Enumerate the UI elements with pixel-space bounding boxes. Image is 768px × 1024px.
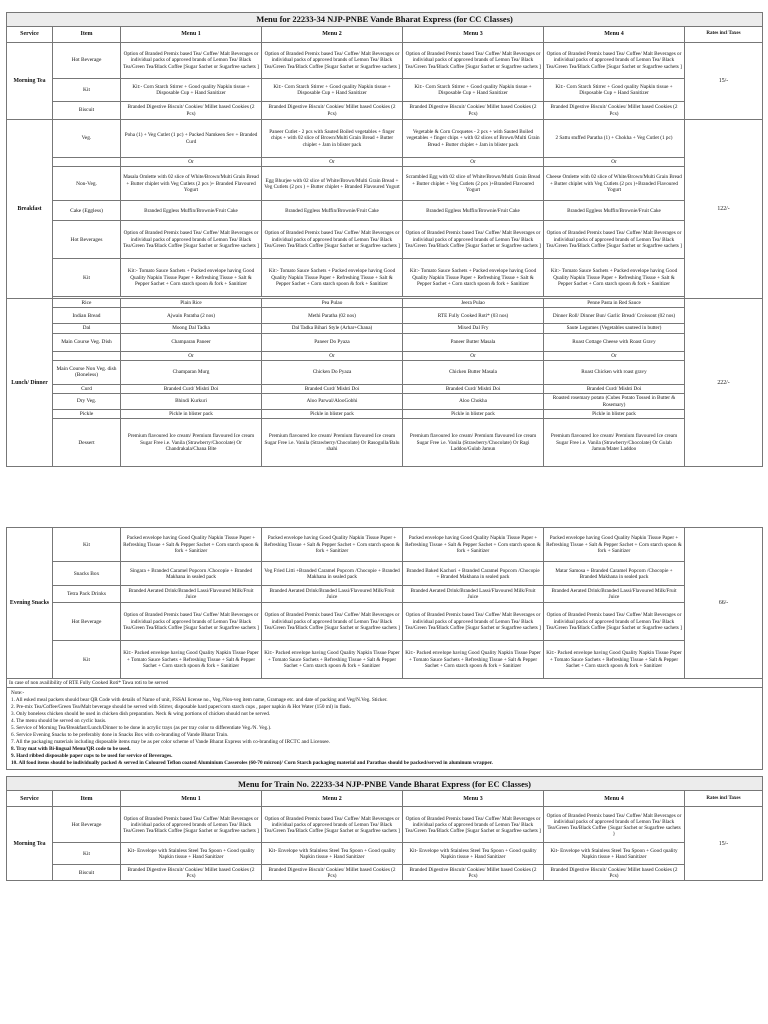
header-menu-2: Menu 2 <box>262 791 403 807</box>
note-line: 3. Only boneless chicken should be used in chicken dish preparation. Neck & wing portions of chicken should not be served. <box>11 711 271 718</box>
rate-morning-tea: 15/- <box>685 43 763 120</box>
menu-cell: Packed envelope having Good Quality Napkin Tissue Paper + Refreshing Tissue + Salt & Pepper Sachet + Corn starch spoon & fork + Sanitizer <box>403 528 544 562</box>
menu-cell: Branded Curd/ Mishti Doi <box>262 384 403 393</box>
menu-cell: Option of Branded Premix based Tea/ Coffee/ Malt Beverages or individual packs of approved brands of Lemon Tea/ Black Tea/Green Tea/Black Coffee [Sugar Sachet or Sugarfree sachets ] <box>121 221 262 259</box>
menu-cell: Matar Samosa + Branded Caramel Popcorn /Chocopie + Branded Makhana in sealed pack <box>544 562 685 586</box>
menu-cell: Methi Paratha (02 nos) <box>262 308 403 324</box>
item-label: Hot Beverages <box>53 221 121 259</box>
menu-cell: Roasted rosemary potato (Cubes Potato Tossed in Butter & Rosemary) <box>544 394 685 410</box>
cc-title: Menu for 22233-34 NJP-PNBE Vande Bharat Express (for CC Classes) <box>7 13 763 27</box>
menu-cell: Roast Cottage Cheese with Roast Gravy <box>544 333 685 351</box>
page-gap <box>7 467 763 528</box>
menu-cell: Premium flavoured Ice cream/ Premium flavoured Ice cream Sugar Free i.e. Vanila (Strawberry/Chocolate) Or Gulab Jamun/Mater Laddoo <box>544 419 685 467</box>
menu-cell: Branded Curd/ Mishti Doi <box>544 384 685 393</box>
menu-cell: Option of Branded Premix based Tea/ Coffee/ Malt Beverages or individual packs of approved brands of Lemon Tea/ Black Tea/Green Tea/Black Coffee {Sugar Sachet or Sugarfree sachets } <box>544 807 685 843</box>
menu-cell: Branded Digestive Biscuit/ Cookies/ Millet based Cookies (2 Pcs) <box>262 102 403 120</box>
or-cell: Or <box>121 158 262 167</box>
item-label: Tetra Pack Drinks <box>53 586 121 603</box>
menu-cell: Veg Fried Litti +Branded Caramel Popcorn /Chocopie + Branded Makhana in sealed pack <box>262 562 403 586</box>
menu-cell: Paneer Do Pyaza <box>262 333 403 351</box>
menu-cell: Branded Digestive Biscuit/ Cookies/ Millet based Cookies (2 Pcs) <box>121 865 262 881</box>
menu-cell: Singara + Branded Caramel Popcorn /Chocopie + Branded Makhana in sealed pack <box>121 562 262 586</box>
menu-cell: Pickle in blister pack <box>403 410 544 419</box>
rate-lunch-dinner: 222/- <box>685 299 763 467</box>
note-line: 4. The menu should be served on cyclic basis. <box>11 718 107 725</box>
header-menu-3: Menu 3 <box>403 27 544 43</box>
item-label: Dal <box>53 324 121 333</box>
menu-cell: Option of Branded Premix based Tea/ Coffee/ Malt Beverages or individual packs of approved brands of Lemon Tea/ Black Tea/Green Tea/Black Coffee [Sugar Sachet or Sugarfree sachets ] <box>262 807 403 843</box>
rate-morning-tea: 15/- <box>685 807 763 881</box>
service-breakfast: Breakfast <box>7 120 53 299</box>
item-label: Kit <box>53 259 121 297</box>
note-line: 2. Pre-mix Tea/Coffee/Green Tea/Malt beverage should be served with Stirrer, disposable hard paper/corn starch cups , paper napkin & Hot Water (150 ml) in flask. <box>11 704 351 711</box>
header-menu-3: Menu 3 <box>403 791 544 807</box>
menu-cell: Option of Branded Premix based Tea/ Coffee/ Malt Beverages or individual packs of approved brands of Lemon Tea/ Black Tea/Green Tea/Black Coffee [Sugar Sachet or Sugarfree sachets ] <box>121 807 262 843</box>
menu-cell: Plain Rice <box>121 299 262 308</box>
header-menu-4: Menu 4 <box>544 27 685 43</box>
menu-cell: Option of Branded Premix based Tea/ Coffee/ Malt Beverages or individual packs of approved brands of Lemon Tea/ Black Tea/Green Tea/Black Coffee [Sugar Sachet or Sugarfree sachets ] <box>544 43 685 79</box>
menu-cell: Kit:- Packed envelope having Good Quality Napkin Tissue Paper + Tomato Sauce Sachets + Refreshing Tissue + Salt & Pepper Sachet + Corn starch spoon & fork + Sanitizer <box>262 641 403 679</box>
menu-cell: Dinner Roll/ Dinner Bun/ Garlic Bread/ Croissont (02 nos) <box>544 308 685 324</box>
menu-cell: Kit- Envelope with Stainless Steel Tea Spoon + Good quality Napkin tissue + Hand Sanitizer <box>262 843 403 865</box>
header-rate: Rates incl Taxes <box>685 791 763 807</box>
header-service: Service <box>7 27 53 43</box>
menu-cell: Kit:- Tomato Sauce Sachets + Packed envelope having Good Quality Napkin Tissue Paper + Refreshing Tissue + Salt & Pepper Sachet + Corn starch spoon & fork + Sanitizer <box>544 259 685 297</box>
menu-cell: Kit:- Packed envelope having Good Quality Napkin Tissue Paper + Tomato Sauce Sachets + Refreshing Tissue + Salt & Pepper Sachet + Corn starch spoon & fork + Sanitizer <box>403 641 544 679</box>
menu-cell: Premium flavoured Ice cream/ Premium flavoured Ice cream Sugar Free i.e. Vanila (Strawberry/Chocolate) Or Rasogulla/Balu shahi <box>262 419 403 467</box>
item-label: Veg. <box>53 120 121 158</box>
menu-cell: Branded Digestive Biscuit/ Cookies/ Millet based Cookies (2 Pcs) <box>121 102 262 120</box>
menu-cell: Penne Pasta in Red Sauce <box>544 299 685 308</box>
service-morning-tea: Morning Tea <box>7 43 53 120</box>
menu-cell: Branded Eggless Muffin/Brownie/Fruit Cake <box>121 201 262 221</box>
menu-cell: Jeera Pulao <box>403 299 544 308</box>
menu-cell: Egg Bhurjee with 02 slice of White/Brown/Multi Grain Bread + Veg Cutlets (2 pcs ) + Butter chiplet + Branded Flavoured Yogurt <box>262 167 403 201</box>
menu-cell: Premium flavoured Ice cream/ Premium flavoured Ice cream Sugar Free i.e. Vanila (Strawberry/Chocolate) Or Chandrakala/Chana Bite <box>121 419 262 467</box>
menu-cell: Kit:- Packed envelope having Good Quality Napkin Tissue Paper + Tomato Sauce Sachets + Refreshing Tissue + Salt & Pepper Sachet + Corn starch spoon & fork + Sanitizer <box>121 641 262 679</box>
cc-menu-table <box>6 12 763 770</box>
item-label: Rice <box>53 299 121 308</box>
menu-cell: Option of Branded Premix based Tea/ Coffee/ Malt Beverages or individual packs of approved brands of Lemon Tea/ Black Tea/Green Tea/Black Coffee [Sugar Sachet or Sugarfree sachets ] <box>544 603 685 641</box>
menu-cell: Branded Digestive Biscuit/ Cookies/ Millet based Cookies (2 Pcs) <box>544 865 685 881</box>
notes-block <box>7 688 763 770</box>
menu-cell: Branded Eggless Muffin/Brownie/Fruit Cake <box>544 201 685 221</box>
item-label: Indian Bread <box>53 308 121 324</box>
note-line: 9. Hard ribbed disposable paper cups to be used for service of Beverages. <box>11 753 173 760</box>
menu-cell: Branded Curd/ Mishti Doi <box>403 384 544 393</box>
menu-cell: Premium flavoured Ice cream/ Premium flavoured Ice cream Sugar Free i.e. Vanila (Strawberry/Chocolate) Or Ragi Laddoo/Gulab Jamun <box>403 419 544 467</box>
menu-cell: Chicken Butter Masala <box>403 360 544 384</box>
menu-cell: Kit- Envelope with Stainless Steel Tea Spoon + Good quality Napkin tissue + Hand Sanitizer <box>403 843 544 865</box>
menu-cell: Branded Aerated Drink/Branded Lassi/Flavoured Milk/Fruit Juice <box>262 586 403 603</box>
menu-cell: Branded Digestive Biscuit/ Cookies/ Millet based Cookies (2 Pcs) <box>403 102 544 120</box>
service-evening-snacks: Evening Snacks <box>7 528 53 679</box>
item-label: Hot Beverage <box>53 43 121 79</box>
menu-cell: Poha (1) + Veg Cutlet (1 pc) + Packed Namkeen Sev + Branded Curd <box>121 120 262 158</box>
menu-cell: Aloo Chokha <box>403 394 544 410</box>
menu-cell: Branded Digestive Biscuit/ Cookies/ Millet based Cookies (2 Pcs) <box>544 102 685 120</box>
item-label: Dessert <box>53 419 121 467</box>
menu-cell: Pea Pulao <box>262 299 403 308</box>
header-item: Item <box>53 27 121 43</box>
header-menu-1: Menu 1 <box>121 27 262 43</box>
or-cell: Or <box>262 158 403 167</box>
item-label: Hot Beverage <box>53 603 121 641</box>
menu-cell: Chicken Do Pyaza <box>262 360 403 384</box>
item-label: Kit <box>53 528 121 562</box>
or-cell: Or <box>121 351 262 360</box>
menu-cell: Packed envelope having Good Quality Napkin Tissue Paper + Refreshing Tissue + Salt & Pepper Sachet + Corn starch spoon & fork + Sanitizer <box>121 528 262 562</box>
menu-cell: Bhindi Kurkuri <box>121 394 262 410</box>
service-morning-tea: Morning Tea <box>7 807 53 881</box>
menu-cell: Branded Baked Kachori + Branded Caramel Popcorn /Chocopie + Branded Makhana in sealed pack <box>403 562 544 586</box>
menu-cell: Kit:- Corn Starch Stirrer + Good quality Napkin tissue + Disposable Cup + Hand Sanitizer <box>262 79 403 102</box>
or-cell: Or <box>403 351 544 360</box>
menu-cell: Cheese Omlette with 02 slice of White/Brown/Multi Grain Bread + Butter chiplet with Veg Cutlets (2 pcs )+Branded Flavoured Yogurt <box>544 167 685 201</box>
item-label: Kit <box>53 641 121 679</box>
menu-cell: Kit- Envelope with Stainless Steel Tea Spoon + Good quality Napkin tissue + Hand Sanitizer <box>544 843 685 865</box>
menu-cell: Aloo Parwal/AlooGobhi <box>262 394 403 410</box>
or-cell: Or <box>544 351 685 360</box>
menu-cell: Pickle in blister pack <box>121 410 262 419</box>
item-label: Kit <box>53 843 121 865</box>
menu-cell: Option of Branded Premix based Tea/ Coffee/ Malt Beverages or individual packs of approved brands of Lemon Tea/ Black Tea/Green Tea/Black Coffee [Sugar Sachet or Sugarfree sachets ] <box>403 221 544 259</box>
item-label: Non-Veg. <box>53 167 121 201</box>
menu-cell: Kit:- Tomato Sauce Sachets + Packed envelope having Good Quality Napkin Tissue Paper + Refreshing Tissue + Salt & Pepper Sachet + Corn starch spoon & fork + Sanitizer <box>403 259 544 297</box>
menu-cell: Branded Digestive Biscuit/ Cookies/ Millet based Cookies (2 Pcs) <box>262 865 403 881</box>
menu-cell: Option of Branded Premix based Tea/ Coffee/ Malt Beverages or individual packs of approved brands of Lemon Tea/ Black Tea/Green Tea/Black Coffee [Sugar Sachet or Sugarfree sachets ] <box>121 43 262 79</box>
rate-evening-snacks: 66/- <box>685 528 763 679</box>
menu-cell: Paneer Butter Masala <box>403 333 544 351</box>
menu-cell: Roast Chicken with roast gravy <box>544 360 685 384</box>
service-lunch-dinner: Lunch/ Dinner <box>7 299 53 467</box>
menu-cell: Option of Branded Premix based Tea/ Coffee/ Malt Beverages or individual packs of approved brands of Lemon Tea/ Black Tea/Green Tea/Black Coffee [Sugar Sachet or Sugarfree sachets ] <box>121 603 262 641</box>
menu-cell: Kit:- Tomato Sauce Sachets + Packed envelope having Good Quality Napkin Tissue Paper + Refreshing Tissue + Salt & Pepper Sachet + Corn starch spoon & fork + Sanitizer <box>262 259 403 297</box>
or-cell: Or <box>544 158 685 167</box>
menu-cell: Vegetable & Corn Croquetes - 2 pcs + with Sauted Boiled vegetables + finger chips + with 02 slices of Brown/Multi Grain Bread + Butter chiplet + Jam in blister pack <box>403 120 544 158</box>
note-line: 10. All food items should be individually packed & served in Coloured Teflon coated Aluminium Casseroles (60-70 micron)/ Corn Starch packaging material and Parathas should be packed/served in aluminum wrapper. <box>11 760 493 767</box>
menu-cell: Option of Branded Premix based Tea/ Coffee/ Malt Beverages or individual packs of approved brands of Lemon Tea/ Black Tea/Green Tea/Black Coffee [Sugar Sachet or Sugarfree sachets ] <box>403 807 544 843</box>
item-label: Kit <box>53 79 121 102</box>
menu-cell: 2 Sattu stuffed Paratha (1) + Chokha + Veg Cutlet (1 pc) <box>544 120 685 158</box>
menu-cell: Option of Branded Premix based Tea/ Coffee/ Malt Beverages or individual packs of approved brands of Lemon Tea/ Black Tea/Green Tea/Black Coffee [Sugar Sachet or Sugarfree sachets ] <box>262 603 403 641</box>
ec-title: Menu for Train No. 22233-34 NJP-PNBE Vande Bharat Express (for EC Classes) <box>7 777 763 791</box>
item-label: Curd <box>53 384 121 393</box>
menu-cell: Ajwain Paratha (2 nos) <box>121 308 262 324</box>
menu-cell: Kit:- Corn Starch Stirrer + Good quality Napkin tissue + Disposable Cup + Hand Sanitizer <box>121 79 262 102</box>
item-label: Pickle <box>53 410 121 419</box>
menu-cell: Option of Branded Premix based Tea/ Coffee/ Malt Beverages or individual packs of approved brands of Lemon Tea/ Black Tea/Green Tea/Black Coffee [Sugar Sachet or Sugarfree sachets ] <box>403 603 544 641</box>
header-menu-2: Menu 2 <box>262 27 403 43</box>
menu-cell: Pickle in blister pack <box>262 410 403 419</box>
menu-cell: Option of Branded Premix based Tea/ Coffee/ Malt Beverages or individual packs of approved brands of Lemon Tea/ Black Tea/Green Tea/Black Coffee [Sugar Sachet or Sugarfree sachets ] <box>262 43 403 79</box>
header-service: Service <box>7 791 53 807</box>
menu-cell: Masala Omlette with 02 slice of White/Brown/Multi Grain Bread + Butter chiplet with Veg Cutlets (2 pcs )+ Branded Flavoured Yogurt <box>121 167 262 201</box>
or-cell: Or <box>262 351 403 360</box>
note-line: Note:- <box>11 690 25 697</box>
item-label: Snacks Box <box>53 562 121 586</box>
menu-cell: Kit:- Corn Starch Stirrer + Good quality Napkin tissue + Disposable Cup + Hand Sanitizer <box>403 79 544 102</box>
menu-cell: Branded Eggless Muffin/Brownie/Fruit Cake <box>403 201 544 221</box>
item-label <box>53 351 121 360</box>
rate-breakfast: 122/- <box>685 120 763 299</box>
note-line: 7. All the packaging materials including disposable items may be as per color scheme of Vande Bharat Express with co-branding of IRCTC and Licensee. <box>11 739 330 746</box>
menu-cell: Kit:- Tomato Sauce Sachets + Packed envelope having Good Quality Napkin Tissue Paper + Refreshing Tissue + Salt & Pepper Sachet + Corn starch spoon & fork + Sanitizer <box>121 259 262 297</box>
menu-cell: Branded Curd/ Mishti Doi <box>121 384 262 393</box>
menu-cell: Kit- Envelope with Stainless Steel Tea Spoon + Good quality Napkin tissue + Hand Sanitizer <box>121 843 262 865</box>
item-label: Cake (Eggless) <box>53 201 121 221</box>
header-item: Item <box>53 791 121 807</box>
menu-cell: Saute Legumes (Vegetables sauteed in butter) <box>544 324 685 333</box>
ec-menu-table <box>6 776 763 881</box>
or-cell: Or <box>403 158 544 167</box>
header-menu-4: Menu 4 <box>544 791 685 807</box>
header-menu-1: Menu 1 <box>121 791 262 807</box>
note-line: 8. Tray mat with Bi-lingual Menu/QR code to be used. <box>11 746 131 753</box>
menu-cell: Kit:- Corn Starch Stirrer + Good quality Napkin tissue + Disposable Cup + Hand Sanitizer <box>544 79 685 102</box>
notes-list <box>11 690 758 767</box>
item-label: Main Course Non Veg. dish (Boneless) <box>53 360 121 384</box>
note-line: 6. Service Evening Snacks to be preferably done in Snacks Box with co-branding of Vande Bharat Train. <box>11 732 229 739</box>
menu-cell: Paneer Cutlet - 2 pcs with Sauted Boiled vegetables + finger chips + with 02 slice of Brown/Multi Grain Bread + Butter chiplet + Jam in blister pack <box>262 120 403 158</box>
footnote: In case of non availibility of RTE Fully Cooked Roti* Tawa roti to be served <box>7 679 763 688</box>
menu-cell: Kit:- Packed envelope having Good Quality Napkin Tissue Paper + Tomato Sauce Sachets + Refreshing Tissue + Salt & Pepper Sachet + Corn starch spoon & fork + Sanitizer <box>544 641 685 679</box>
item-label: Main Course Veg. Dish <box>53 333 121 351</box>
menu-cell: Champaran Murg <box>121 360 262 384</box>
item-label: Hot Beverage <box>53 807 121 843</box>
item-label: Dry Veg. <box>53 394 121 410</box>
item-label: Biscuit <box>53 102 121 120</box>
note-line: 5. Service of Morning Tea/Breakfast/Lunch/Dinner to be done in acrylic trays (as per tray color to differentiate Veg./N. Veg.). <box>11 725 272 732</box>
menu-cell: RTE Fully Cooked Roti* (03 nos) <box>403 308 544 324</box>
menu-cell: Scrambled Egg with 02 slice of White/Brown/Multi Grain Bread + Butter chiplet + Veg Cutlets (2 pcs )+Branded Flavoured Yogurt <box>403 167 544 201</box>
menu-cell: Mixed Dal Fry <box>403 324 544 333</box>
menu-cell: Branded Digestive Biscuit/ Cookies/ Millet based Cookies (2 Pcs) <box>403 865 544 881</box>
menu-cell: Option of Branded Premix based Tea/ Coffee/ Malt Beverages or individual packs of approved brands of Lemon Tea/ Black Tea/Green Tea/Black Coffee [Sugar Sachet or Sugarfree sachets ] <box>262 221 403 259</box>
menu-cell: Dal Tadka Bihari Style (Arhar+Chana) <box>262 324 403 333</box>
menu-cell: Champaran Paneer <box>121 333 262 351</box>
menu-document <box>6 12 762 881</box>
menu-cell: Option of Branded Premix based Tea/ Coffee/ Malt Beverages or individual packs of approved brands of Lemon Tea/ Black Tea/Green Tea/Black Coffee [Sugar Sachet or Sugarfree sachets ] <box>544 221 685 259</box>
menu-cell: Moong Dal Tadka <box>121 324 262 333</box>
menu-cell: Packed envelope having Good Quality Napkin Tissue Paper + Refreshing Tissue + Salt & Pepper Sachet + Corn starch spoon & fork + Sanitizer <box>544 528 685 562</box>
menu-cell: Packed envelope having Good Quality Napkin Tissue Paper + Refreshing Tissue + Salt & Pepper Sachet + Corn starch spoon & fork + Sanitizer <box>262 528 403 562</box>
menu-cell: Branded Aerated Drink/Branded Lassi/Flavoured Milk/Fruit Juice <box>121 586 262 603</box>
item-label <box>53 158 121 167</box>
menu-cell: Branded Aerated Drink/Branded Lassi/Flavoured Milk/Fruit Juice <box>544 586 685 603</box>
menu-cell: Branded Eggless Muffin/Brownie/Fruit Cake <box>262 201 403 221</box>
header-rate: Rates incl Taxes <box>685 27 763 43</box>
menu-cell: Option of Branded Premix based Tea/ Coffee/ Malt Beverages or individual packs of approved brands of Lemon Tea/ Black Tea/Green Tea/Black Coffee [Sugar Sachet or Sugarfree sachets ] <box>403 43 544 79</box>
menu-cell: Pickle in blister pack <box>544 410 685 419</box>
note-line: 1. All esked meal packets should bear QR Code with details of Name of unit, FSSAI license no., Veg./Non-veg item name, Gramage etc. and date of packing and Veg/N.Veg. Sticker. <box>11 697 388 704</box>
menu-cell: Branded Aerated Drink/Branded Lassi/Flavoured Milk/Fruit Juice <box>403 586 544 603</box>
item-label: Biscuit <box>53 865 121 881</box>
